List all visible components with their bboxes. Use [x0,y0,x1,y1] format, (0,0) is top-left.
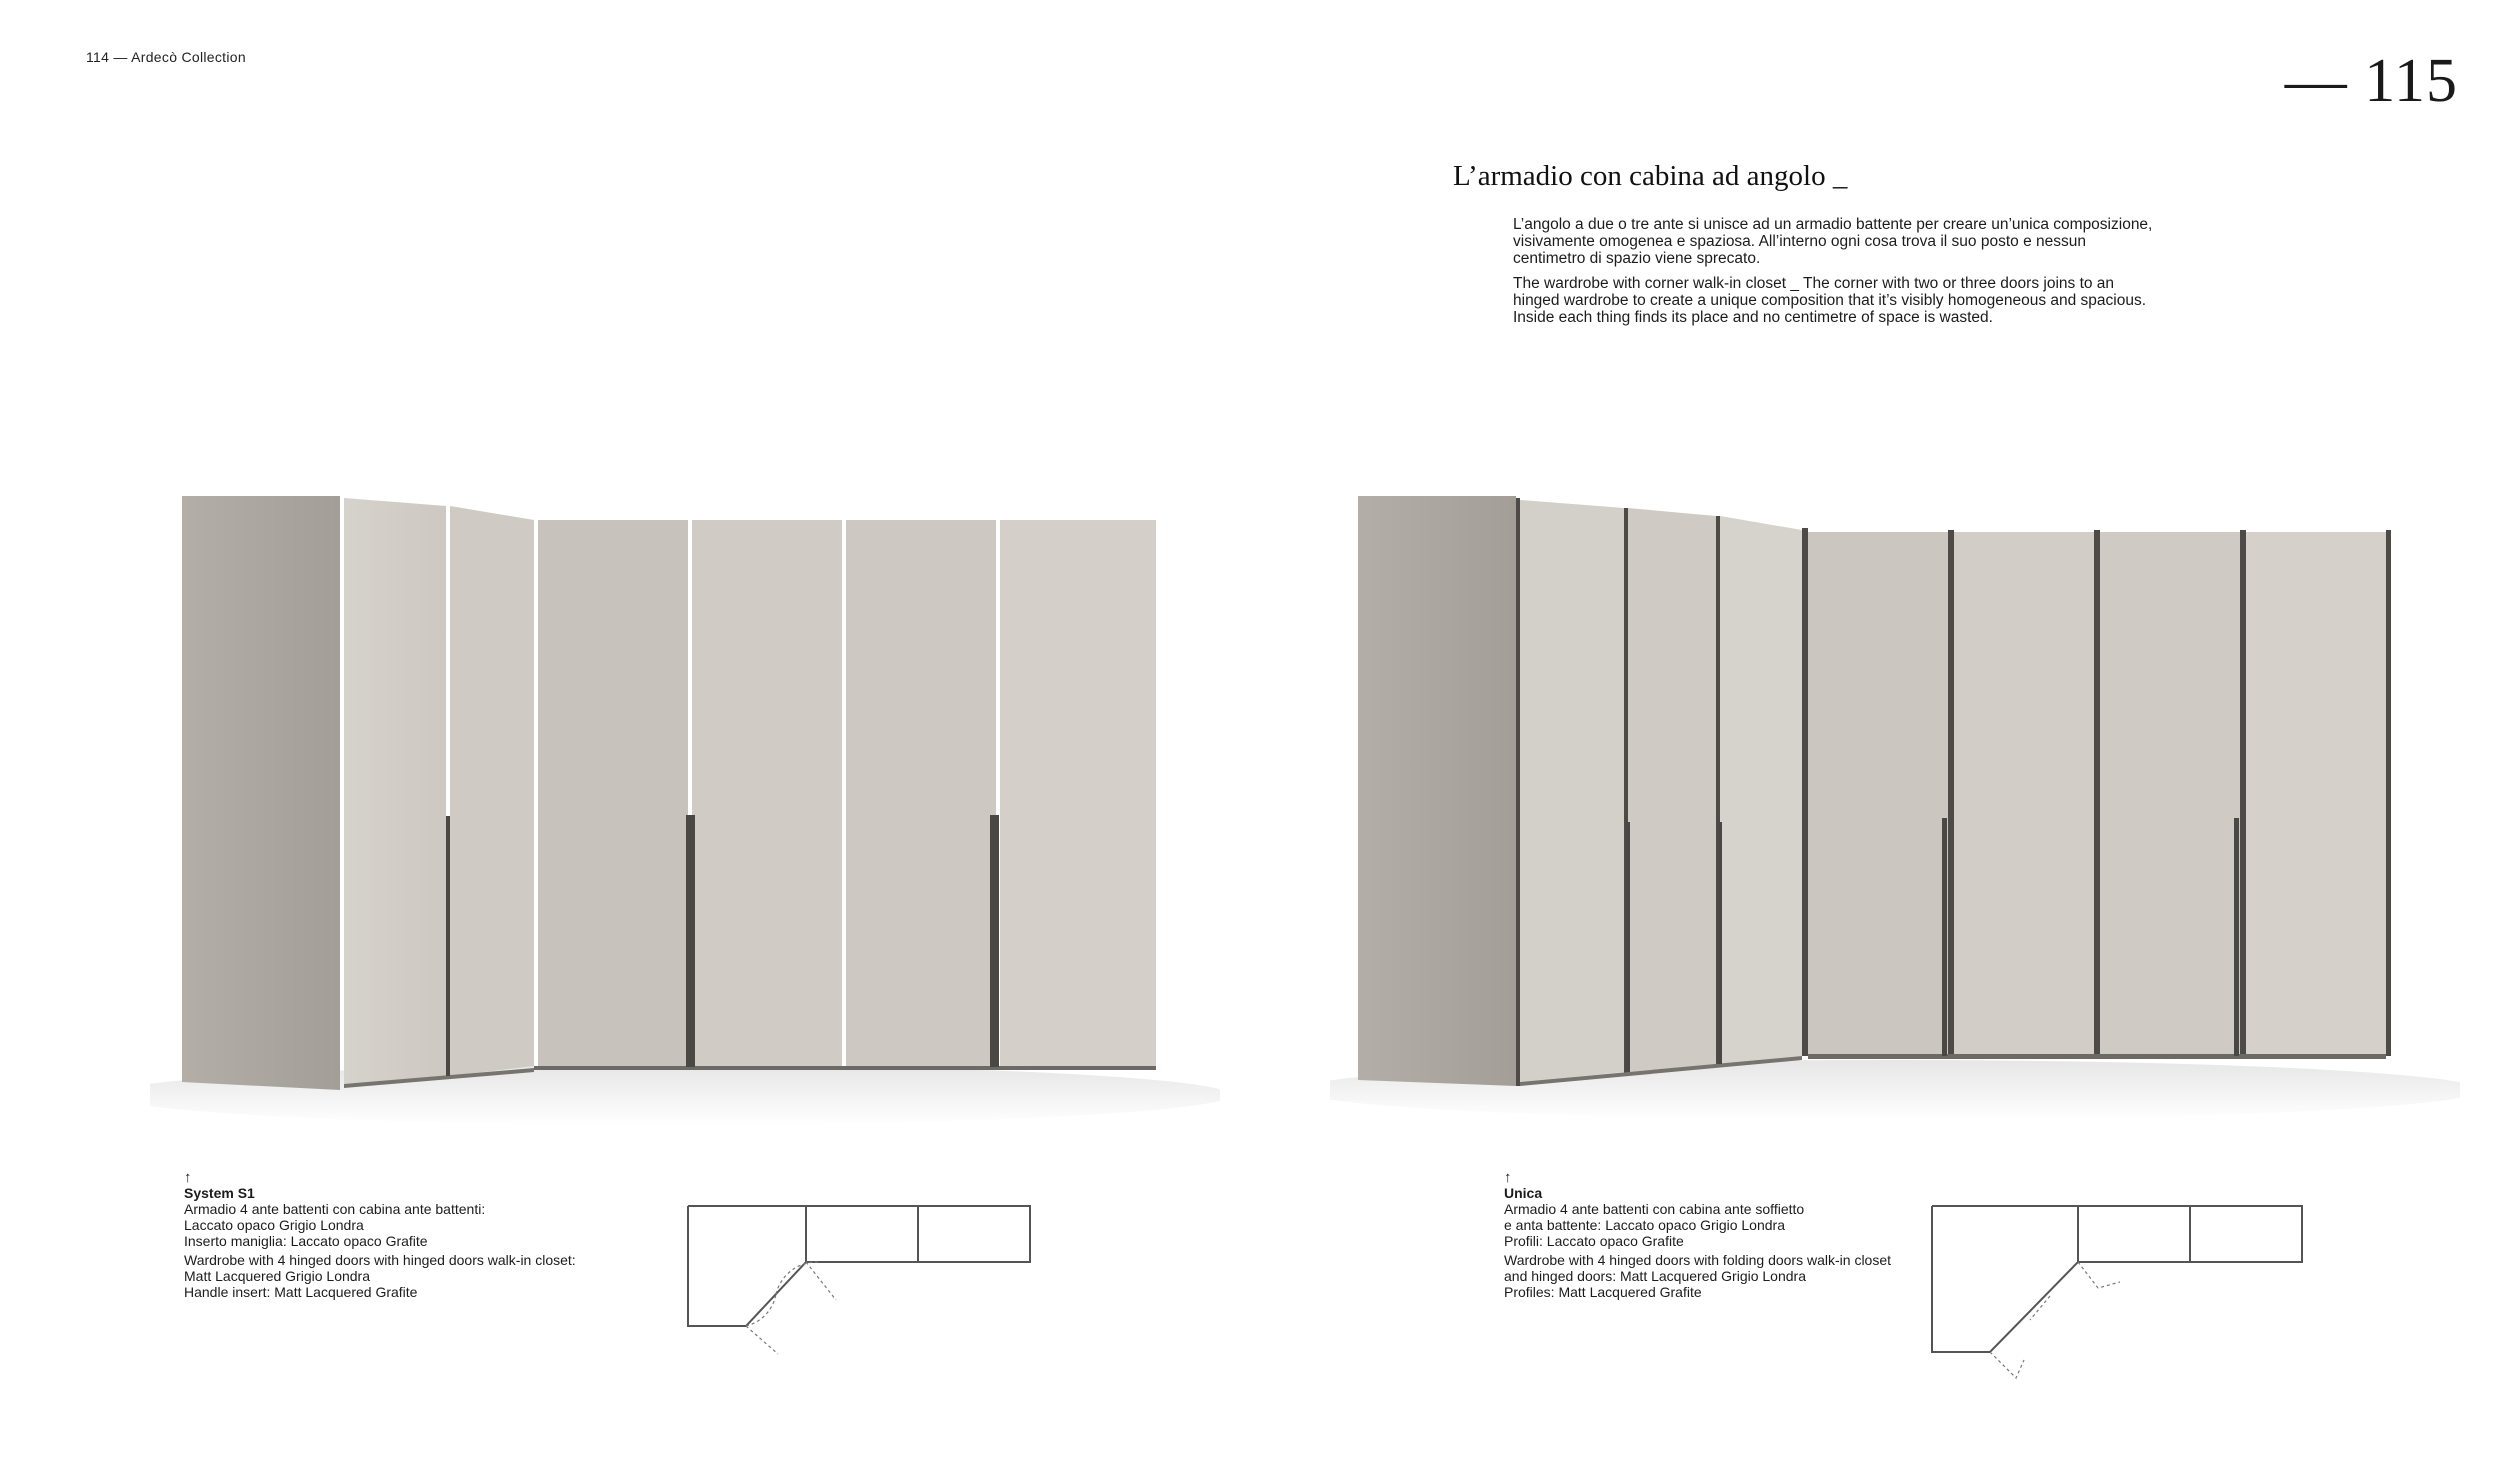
desc-en-line: Matt Lacquered Grigio Londra [184,1268,370,1284]
up-arrow-icon: ↑ [184,1169,192,1186]
intro-english: The wardrobe with corner walk-in closet _ The corner with two or three doors joins to an hinged wardrobe to create a unique composition that it’s visibly homogeneous and spacious. Inside each thing finds its place and no centimetre of space is wasted. [1513,275,2147,326]
intro-italian: L’angolo a due o tre ante si unisce ad un armadio battente per creare un’unica composizione, visivamente omogenea e spaziosa. All’interno ogni cosa trova il suo posto e nessun centimetro di spazio viene sprecato. [1513,216,2153,267]
wardrobe-photo-system-s1 [150,470,1220,1130]
desc-en-line: Wardrobe with 4 hinged doors with folding doors walk-in closet [1504,1252,1892,1268]
floor-plan-unica [1930,1202,2310,1382]
desc-it-line: e anta battente: Laccato opaco Grigio Londra [1504,1217,1785,1233]
desc-it-line: Profili: Laccato opaco Grafite [1504,1233,1684,1249]
desc-it-line: Inserto maniglia: Laccato opaco Grafite [184,1233,428,1249]
floor-plan-system-s1 [686,1202,1046,1362]
up-arrow-icon: ↑ [1504,1169,1512,1186]
folio-left: 114 — Ardecò Collection [86,49,246,65]
desc-it-line: Laccato opaco Grigio Londra [184,1217,364,1233]
desc-it-line: Armadio 4 ante battenti con cabina ante battenti: [184,1201,486,1217]
wardrobe-photo-unica [1330,470,2460,1130]
product-name: Unica [1504,1185,1543,1201]
section-intro [1513,216,2153,334]
desc-en-line: Handle insert: Matt Lacquered Grafite [184,1284,418,1300]
desc-en-line: and hinged doors: Matt Lacquered Grigio Londra [1504,1268,1806,1284]
page-number: — 115 [2284,47,2458,115]
desc-en-line: Wardrobe with 4 hinged doors with hinged doors walk-in closet: [184,1252,576,1268]
desc-it-line: Armadio 4 ante battenti con cabina ante soffietto [1504,1201,1805,1217]
desc-en-line: Profiles: Matt Lacquered Grafite [1504,1284,1702,1300]
product-name: System S1 [184,1185,255,1201]
section-title: L’armadio con cabina ad angolo _ [1453,160,1848,192]
